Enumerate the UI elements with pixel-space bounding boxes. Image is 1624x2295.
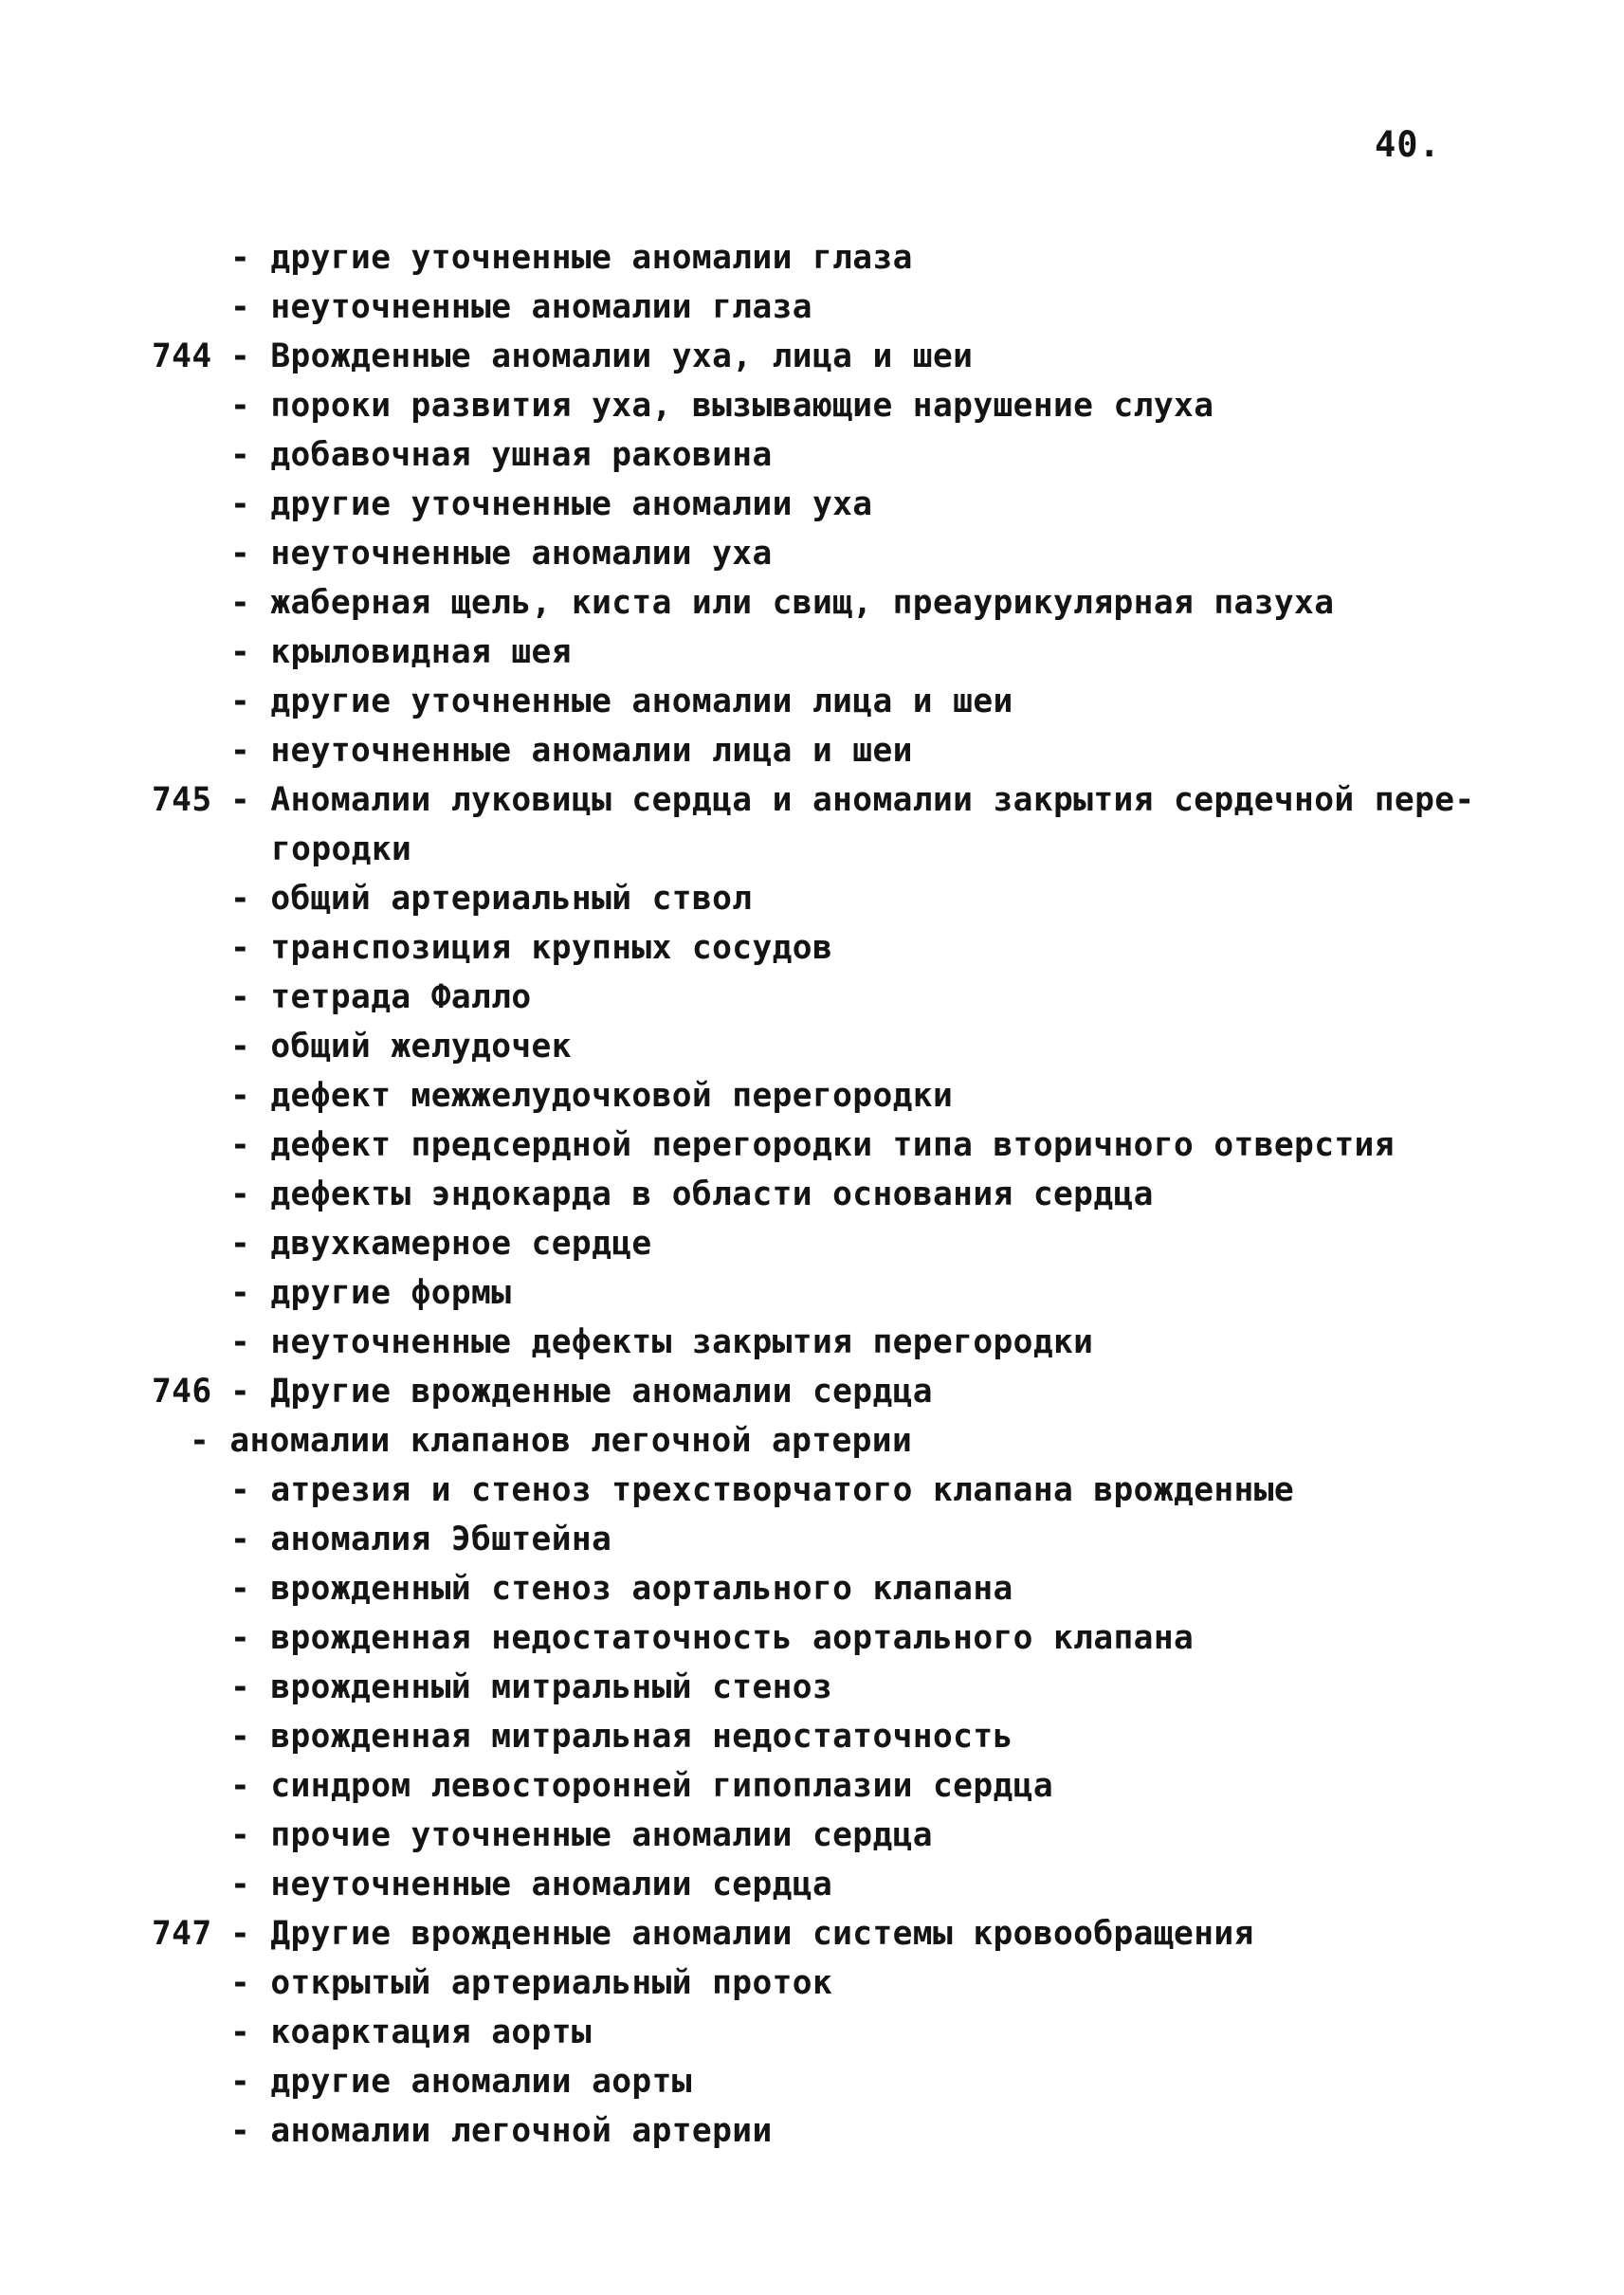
list-item bbox=[0, 1022, 1624, 1071]
list-item bbox=[0, 1663, 1624, 1712]
list-item bbox=[0, 825, 1624, 874]
list-item bbox=[0, 2057, 1624, 2106]
item-text: - дефект межжелудочковой перегородки bbox=[230, 1077, 954, 1115]
list-item bbox=[0, 1515, 1624, 1564]
item-text: - врожденный митральный стеноз bbox=[230, 1668, 833, 1706]
list-item bbox=[0, 480, 1624, 529]
item-text: - крыловидная шея bbox=[230, 633, 572, 671]
item-code: 747 bbox=[152, 1915, 212, 1953]
list-item bbox=[0, 578, 1624, 628]
list-item bbox=[0, 1268, 1624, 1318]
item-text: - общий желудочек bbox=[230, 1028, 572, 1066]
list-item bbox=[0, 2106, 1624, 2156]
item-text: - коарктация аорты bbox=[230, 2013, 593, 2051]
item-text: - транспозиция крупных сосудов bbox=[230, 929, 833, 967]
item-text: - неуточненные дефекты закрытия перегородки bbox=[230, 1323, 1094, 1361]
item-code: 745 bbox=[152, 781, 212, 819]
list-item bbox=[0, 529, 1624, 578]
classification-list bbox=[0, 233, 1624, 2156]
list-item bbox=[0, 1958, 1624, 2008]
item-text: - Другие врожденные аномалии сердца bbox=[230, 1373, 933, 1411]
item-text: - прочие уточненные аномалии сердца bbox=[230, 1816, 933, 1854]
item-text: - другие уточненные аномалии лица и шеи bbox=[230, 683, 1013, 720]
item-text: - атрезия и стеноз трехстворчатого клапана врожденные bbox=[230, 1471, 1295, 1509]
item-text: - синдром левосторонней гипоплазии сердца bbox=[230, 1767, 1054, 1805]
item-text: - Другие врожденные аномалии системы кровообращения bbox=[230, 1915, 1254, 1953]
list-item bbox=[0, 1170, 1624, 1219]
list-item bbox=[0, 332, 1624, 381]
list-item bbox=[0, 282, 1624, 332]
list-item bbox=[0, 1860, 1624, 1909]
item-text: - аномалии легочной артерии bbox=[230, 2112, 773, 2150]
list-item bbox=[0, 1613, 1624, 1663]
list-item bbox=[0, 973, 1624, 1022]
list-item bbox=[0, 628, 1624, 677]
list-item bbox=[0, 430, 1624, 480]
list-item bbox=[0, 233, 1624, 282]
item-text: - Врожденные аномалии уха, лица и шеи bbox=[230, 337, 974, 375]
list-item bbox=[0, 381, 1624, 430]
list-item bbox=[0, 1466, 1624, 1515]
item-code: 744 bbox=[152, 337, 212, 375]
item-text: - аномалии клапанов легочной артерии bbox=[190, 1422, 913, 1460]
list-item bbox=[0, 1761, 1624, 1811]
item-text: - другие уточненные аномалии уха bbox=[230, 485, 873, 523]
item-text: - открытый артериальный проток bbox=[230, 1964, 833, 2002]
item-text: - аномалия Эбштейна bbox=[230, 1521, 612, 1558]
list-item bbox=[0, 874, 1624, 923]
item-text-continuation: городки bbox=[271, 830, 412, 868]
item-text: - неуточненные аномалии сердца bbox=[230, 1866, 833, 1903]
item-code: 746 bbox=[152, 1373, 212, 1411]
list-item bbox=[0, 2008, 1624, 2057]
item-text: - другие формы bbox=[230, 1274, 512, 1312]
list-item bbox=[0, 1367, 1624, 1416]
page-number: 40. bbox=[1375, 124, 1441, 165]
item-text: - другие уточненные аномалии глаза bbox=[230, 239, 913, 277]
list-item bbox=[0, 1219, 1624, 1268]
item-text: - дефекты эндокарда в области основания сердца bbox=[230, 1175, 1154, 1213]
item-text: - неуточненные аномалии глаза bbox=[230, 288, 812, 326]
item-text: - другие аномалии аорты bbox=[230, 2063, 692, 2101]
list-item bbox=[0, 726, 1624, 775]
item-text: - врожденная недостаточность аортального клапана bbox=[230, 1619, 1195, 1657]
list-item bbox=[0, 1564, 1624, 1613]
list-item bbox=[0, 923, 1624, 973]
item-text: - добавочная ушная раковина bbox=[230, 436, 773, 474]
list-item bbox=[0, 1071, 1624, 1120]
list-item bbox=[0, 1318, 1624, 1367]
item-text: - тетрада Фалло bbox=[230, 978, 532, 1016]
item-text: - пороки развития уха, вызывающие нарушение слуха bbox=[230, 387, 1214, 425]
item-text: - Аномалии луковицы сердца и аномалии закрытия сердечной пере- bbox=[230, 781, 1475, 819]
list-item bbox=[0, 1909, 1624, 1958]
item-text: - двухкамерное сердце bbox=[230, 1225, 652, 1263]
list-item bbox=[0, 1811, 1624, 1860]
item-text: - дефект предсердной перегородки типа вторичного отверстия bbox=[230, 1126, 1395, 1164]
list-item bbox=[0, 1416, 1624, 1466]
item-text: - врожденный стеноз аортального клапана bbox=[230, 1570, 1013, 1608]
list-item bbox=[0, 677, 1624, 726]
list-item bbox=[0, 1712, 1624, 1761]
list-item bbox=[0, 775, 1624, 825]
item-text: - неуточненные аномалии лица и шеи bbox=[230, 732, 913, 770]
item-text: - жаберная щель, киста или свищ, преаурикулярная пазуха bbox=[230, 584, 1335, 622]
item-text: - неуточненные аномалии уха bbox=[230, 535, 773, 573]
item-text: - общий артериальный ствол bbox=[230, 880, 753, 918]
list-item bbox=[0, 1120, 1624, 1170]
item-text: - врожденная митральная недостаточность bbox=[230, 1718, 1013, 1756]
